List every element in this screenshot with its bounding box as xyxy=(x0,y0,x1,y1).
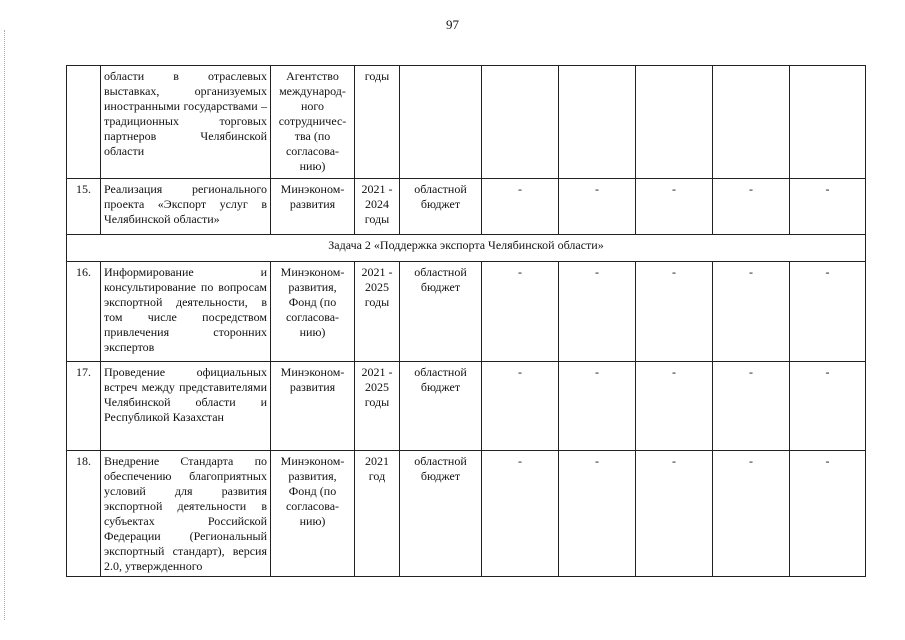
executor-cell: Минэконом-развития xyxy=(271,362,355,451)
task-header: Задача 2 «Поддержка экспорта Челябинской области» xyxy=(67,235,866,262)
source-cell: областной бюджет xyxy=(400,451,482,577)
value-cell: - xyxy=(790,451,866,577)
measure-name-cell: Проведение официальных встреч между представителями Челябинской области и Республикой Казахстан xyxy=(101,362,271,451)
value-cell: - xyxy=(482,179,559,235)
value-cell: - xyxy=(482,262,559,362)
value-cell: - xyxy=(790,262,866,362)
measure-name-cell: Информирование и консультирование по вопросам экспортной деятельности, в том числе посредством привлечения сторонних экспертов xyxy=(101,262,271,362)
row-number-cell: 17. xyxy=(67,362,101,451)
years-cell: 2021 - 2024 годы xyxy=(355,179,400,235)
row-number-cell: 18. xyxy=(67,451,101,577)
value-cell xyxy=(482,66,559,179)
value-cell xyxy=(636,66,713,179)
years-cell: 2021 год xyxy=(355,451,400,577)
table-row xyxy=(67,362,866,451)
program-table xyxy=(66,65,866,577)
measure-name-cell: области в отраслевых выставках, организуемых иностранными государствами – традиционных торговых партнеров Челябинской области xyxy=(101,66,271,179)
page-edge-line xyxy=(4,30,5,620)
value-cell: - xyxy=(482,451,559,577)
value-cell xyxy=(790,66,866,179)
value-cell: - xyxy=(559,362,636,451)
value-cell: - xyxy=(636,262,713,362)
executor-cell: Агентство международ-ного сотрудничес-тва (по согласова-нию) xyxy=(271,66,355,179)
years-cell: годы xyxy=(355,66,400,179)
value-cell: - xyxy=(713,451,790,577)
source-cell: областной бюджет xyxy=(400,262,482,362)
executor-cell: Минэконом-развития, Фонд (по согласова-нию) xyxy=(271,262,355,362)
value-cell: - xyxy=(559,179,636,235)
table-row-continued xyxy=(67,66,866,179)
measure-name-cell: Реализация регионального проекта «Экспорт услуг в Челябинской области» xyxy=(101,179,271,235)
value-cell: - xyxy=(559,451,636,577)
value-cell xyxy=(559,66,636,179)
value-cell: - xyxy=(790,362,866,451)
table-row xyxy=(67,262,866,362)
row-number-cell: 15. xyxy=(67,179,101,235)
years-cell: 2021 - 2025 годы xyxy=(355,262,400,362)
source-cell: областной бюджет xyxy=(400,179,482,235)
measure-name-cell: Внедрение Стандарта по обеспечению благоприятных условий для развития экспортной деятельности в субъектах Российской Федерации (Региональный экспортный стандарт), версия 2.0, утвержденного xyxy=(101,451,271,577)
source-cell xyxy=(400,66,482,179)
executor-cell: Минэконом-развития, Фонд (по согласова-нию) xyxy=(271,451,355,577)
value-cell: - xyxy=(559,262,636,362)
task-header-row xyxy=(67,235,866,262)
row-number-cell xyxy=(67,66,101,179)
years-cell: 2021 - 2025 годы xyxy=(355,362,400,451)
value-cell: - xyxy=(636,451,713,577)
page-number: 97 xyxy=(446,17,459,32)
value-cell: - xyxy=(636,179,713,235)
value-cell: - xyxy=(636,362,713,451)
executor-cell: Минэконом-развития xyxy=(271,179,355,235)
value-cell: - xyxy=(790,179,866,235)
value-cell xyxy=(713,66,790,179)
row-number-cell: 16. xyxy=(67,262,101,362)
value-cell: - xyxy=(482,362,559,451)
table-row xyxy=(67,179,866,235)
value-cell: - xyxy=(713,179,790,235)
value-cell: - xyxy=(713,262,790,362)
table-row xyxy=(67,451,866,577)
source-cell: областной бюджет xyxy=(400,362,482,451)
value-cell: - xyxy=(713,362,790,451)
